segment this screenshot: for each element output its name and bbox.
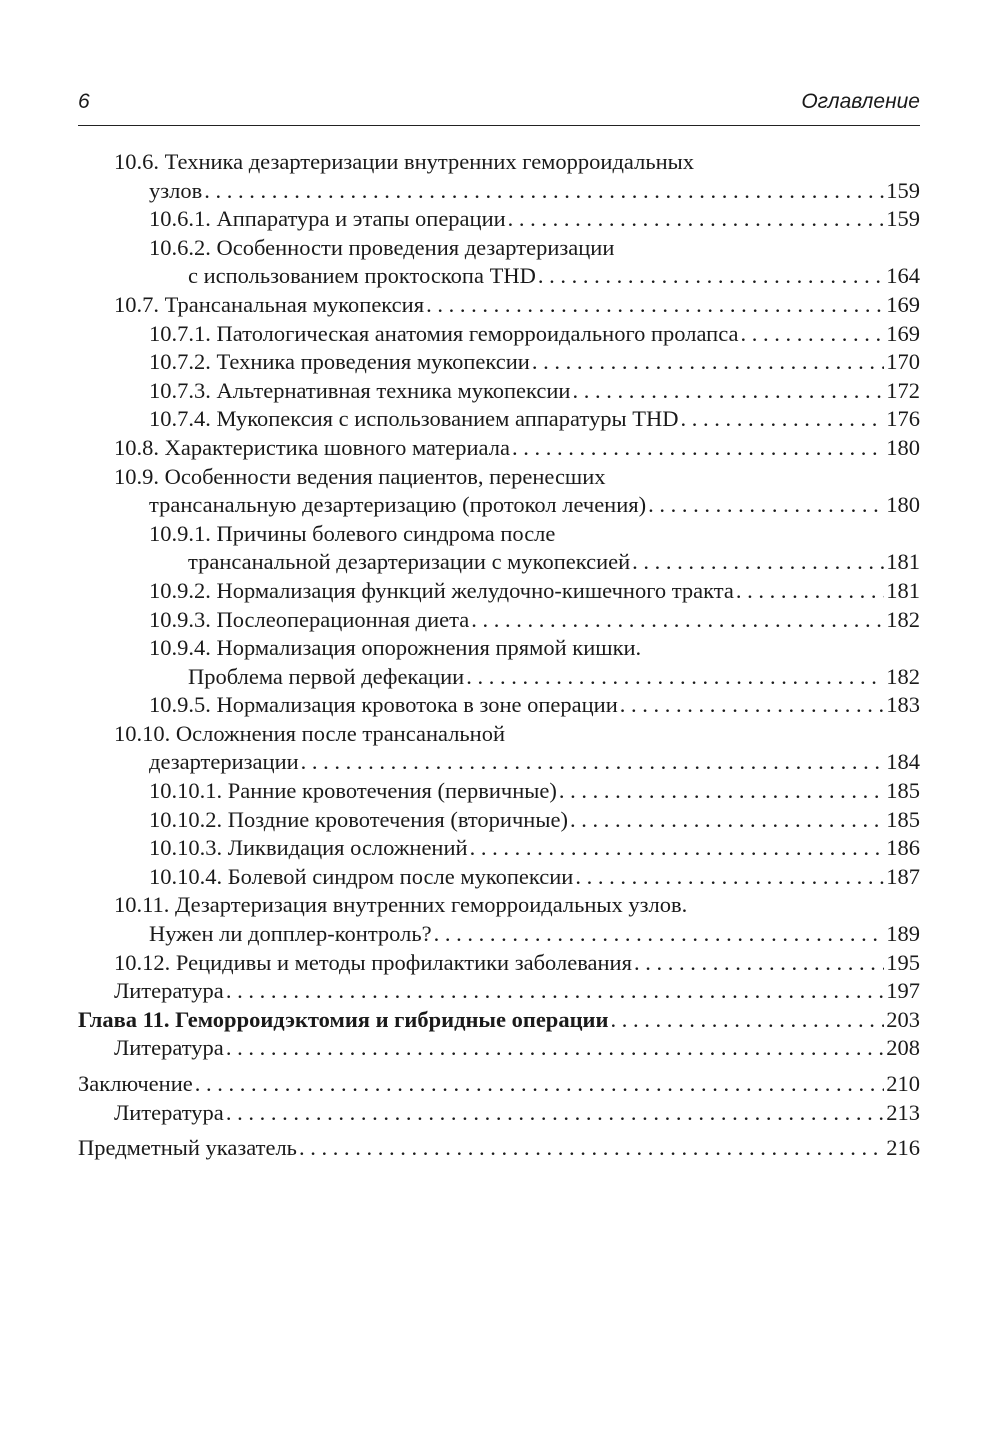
- toc-entry: [78, 663, 920, 692]
- toc-entry-title: Проблема первой дефекации: [188, 663, 464, 692]
- toc-entry-page: 170: [886, 349, 920, 375]
- toc-entry-title: 10.9.1. Причины болевого синдрома после: [149, 520, 556, 546]
- toc-entry-page: 187: [886, 863, 920, 889]
- toc-entry: [78, 491, 920, 520]
- dot-leader: [466, 663, 884, 692]
- dot-leader: [570, 806, 884, 835]
- toc-entry-page: 185: [886, 806, 920, 832]
- dot-leader: [226, 1099, 884, 1128]
- toc-entry-page: 208: [886, 1035, 920, 1061]
- dot-leader: [736, 577, 884, 606]
- toc-entry-title: 10.7.4. Мукопексия с использованием аппаратуры THD: [149, 405, 678, 434]
- dot-leader: [634, 949, 884, 978]
- toc-entry: [78, 348, 920, 377]
- toc-entry-title: 10.12. Рецидивы и методы профилактики заболевания: [114, 949, 632, 978]
- toc-entry-page: 210: [886, 1071, 920, 1096]
- toc-entry: [78, 1006, 920, 1035]
- toc-entry-page: 186: [886, 835, 920, 861]
- dot-leader: [532, 348, 884, 377]
- toc-entry-title: узлов: [149, 177, 202, 206]
- toc-entry: [78, 520, 920, 549]
- dot-leader: [226, 1034, 884, 1063]
- dot-leader: [648, 491, 884, 520]
- toc-entry: [78, 949, 920, 978]
- toc-entry-title: 10.9.3. Послеоперационная диета: [149, 606, 469, 635]
- toc-entry-page: 159: [886, 177, 920, 203]
- toc-entry-title: 10.10.4. Болевой синдром после мукопексии: [149, 863, 573, 892]
- dot-leader: [299, 1134, 884, 1163]
- dot-leader: [470, 834, 885, 863]
- toc-entry: [78, 434, 920, 463]
- toc-entry-page: 189: [886, 921, 920, 947]
- toc-entry: [78, 1034, 920, 1063]
- dot-leader: [195, 1070, 885, 1099]
- dot-leader: [471, 606, 884, 635]
- toc-entry-title: 10.7.1. Патологическая анатомия геморроидального пролапса: [149, 320, 738, 349]
- toc-entry-title: трансанальной дезартеризации с мукопексией: [188, 548, 630, 577]
- toc-entry-page: 164: [886, 263, 920, 289]
- toc-entry-title: Нужен ли допплер-контроль?: [149, 920, 432, 949]
- dot-leader: [204, 177, 884, 206]
- toc-entry-title: 10.9. Особенности ведения пациентов, перенесших: [114, 463, 606, 489]
- toc-entry-page: 197: [886, 978, 920, 1004]
- dot-leader: [632, 548, 884, 577]
- toc-entry-page: 203: [886, 1006, 920, 1032]
- toc-entry: [78, 777, 920, 806]
- toc-entry-title: 10.10.1. Ранние кровотечения (первичные): [149, 777, 557, 806]
- toc-entry: [78, 577, 920, 606]
- toc-entry-page: 172: [886, 377, 920, 403]
- toc-entry-title: Заключение: [78, 1070, 193, 1099]
- toc-entry-title: 10.7.2. Техника проведения мукопексии: [149, 348, 530, 377]
- toc-entry-title: 10.6.1. Аппаратура и этапы операции: [149, 205, 506, 234]
- toc-entry-page: 159: [886, 206, 920, 232]
- page-number: 6: [78, 90, 90, 113]
- toc-entry-title: 10.7. Трансанальная мукопексия: [114, 291, 424, 320]
- dot-leader: [575, 863, 884, 892]
- toc-entry-page: 182: [886, 606, 920, 632]
- toc-entry-page: 180: [886, 492, 920, 518]
- dot-leader: [538, 262, 884, 291]
- toc-entry: [78, 806, 920, 835]
- dot-leader: [620, 691, 884, 720]
- toc-entry-title: 10.9.2. Нормализация функций желудочно-кишечного тракта: [149, 577, 734, 606]
- dot-leader: [508, 205, 885, 234]
- toc-entry-title: 10.6.2. Особенности проведения дезартеризации: [149, 234, 615, 260]
- toc-entry-title: 10.8. Характеристика шовного материала: [114, 434, 510, 463]
- dot-leader: [680, 405, 884, 434]
- toc-entry-page: 169: [886, 320, 920, 346]
- dot-leader: [512, 434, 884, 463]
- toc-entry: [78, 834, 920, 863]
- header-divider: [78, 125, 920, 126]
- toc-entry-title: 10.7.3. Альтернативная техника мукопексии: [149, 377, 570, 406]
- toc-entry-page: 181: [886, 577, 920, 603]
- table-of-contents: [78, 148, 920, 1163]
- toc-entry: [78, 977, 920, 1006]
- toc-entry-title: 10.11. Дезартеризация внутренних геморроидальных узлов.: [114, 892, 688, 918]
- toc-entry-page: 183: [886, 692, 920, 718]
- toc-entry: [78, 748, 920, 777]
- toc-entry: [78, 463, 920, 492]
- toc-entry-title: 10.9.5. Нормализация кровотока в зоне операции: [149, 691, 618, 720]
- toc-entry: [78, 548, 920, 577]
- toc-entry-page: 176: [886, 406, 920, 432]
- toc-entry: [78, 320, 920, 349]
- toc-entry: [78, 377, 920, 406]
- toc-entry-page: 182: [886, 663, 920, 689]
- toc-entry-page: 180: [886, 434, 920, 460]
- toc-entry-title: 10.6. Техника дезартеризации внутренних геморроидальных: [114, 149, 694, 174]
- toc-entry: [78, 1099, 920, 1128]
- toc-entry: [78, 234, 920, 263]
- toc-entry: [78, 920, 920, 949]
- toc-entry: [78, 262, 920, 291]
- toc-entry: [78, 148, 920, 177]
- toc-entry: [78, 291, 920, 320]
- toc-entry-page: 169: [886, 291, 920, 317]
- dot-leader: [572, 377, 884, 406]
- toc-entry-title: Литература: [114, 1099, 224, 1128]
- running-title: Оглавление: [801, 90, 920, 113]
- toc-entry: [78, 405, 920, 434]
- dot-leader: [610, 1006, 884, 1035]
- dot-leader: [740, 320, 884, 349]
- toc-entry-title: 10.10.2. Поздние кровотечения (вторичные): [149, 806, 568, 835]
- toc-entry: [78, 691, 920, 720]
- toc-entry: [78, 720, 920, 749]
- toc-entry-page: 195: [886, 949, 920, 975]
- dot-leader: [559, 777, 884, 806]
- toc-entry: [78, 891, 920, 920]
- toc-entry-title: с использованием проктоскопа THD: [188, 262, 536, 291]
- toc-entry: [78, 863, 920, 892]
- toc-entry-title: 10.10. Осложнения после трансанальной: [114, 720, 506, 746]
- toc-entry-page: 213: [886, 1099, 920, 1125]
- toc-entry-page: 184: [886, 749, 920, 775]
- dot-leader: [426, 291, 884, 320]
- toc-entry: [78, 205, 920, 234]
- toc-entry-title: 10.10.3. Ликвидация осложнений: [149, 834, 468, 863]
- toc-entry-page: 185: [886, 778, 920, 804]
- toc-entry-title: 10.9.4. Нормализация опорожнения прямой кишки.: [149, 635, 642, 661]
- page-header: [78, 84, 920, 120]
- toc-entry-title: Глава 11. Геморроидэктомия и гибридные операции: [78, 1006, 608, 1035]
- toc-entry: [78, 634, 920, 663]
- toc-entry: [78, 1070, 920, 1099]
- toc-entry-title: трансанальную дезартеризацию (протокол лечения): [149, 491, 646, 520]
- toc-entry-page: 181: [886, 549, 920, 575]
- toc-entry-title: Предметный указатель: [78, 1134, 297, 1163]
- dot-leader: [301, 748, 885, 777]
- toc-entry-title: Литература: [114, 977, 224, 1006]
- toc-entry: [78, 606, 920, 635]
- toc-entry: [78, 177, 920, 206]
- toc-entry-title: Литература: [114, 1034, 224, 1063]
- toc-entry-title: дезартеризации: [149, 748, 299, 777]
- dot-leader: [226, 977, 884, 1006]
- toc-entry: [78, 1134, 920, 1163]
- dot-leader: [434, 920, 885, 949]
- toc-entry-page: 216: [886, 1135, 920, 1161]
